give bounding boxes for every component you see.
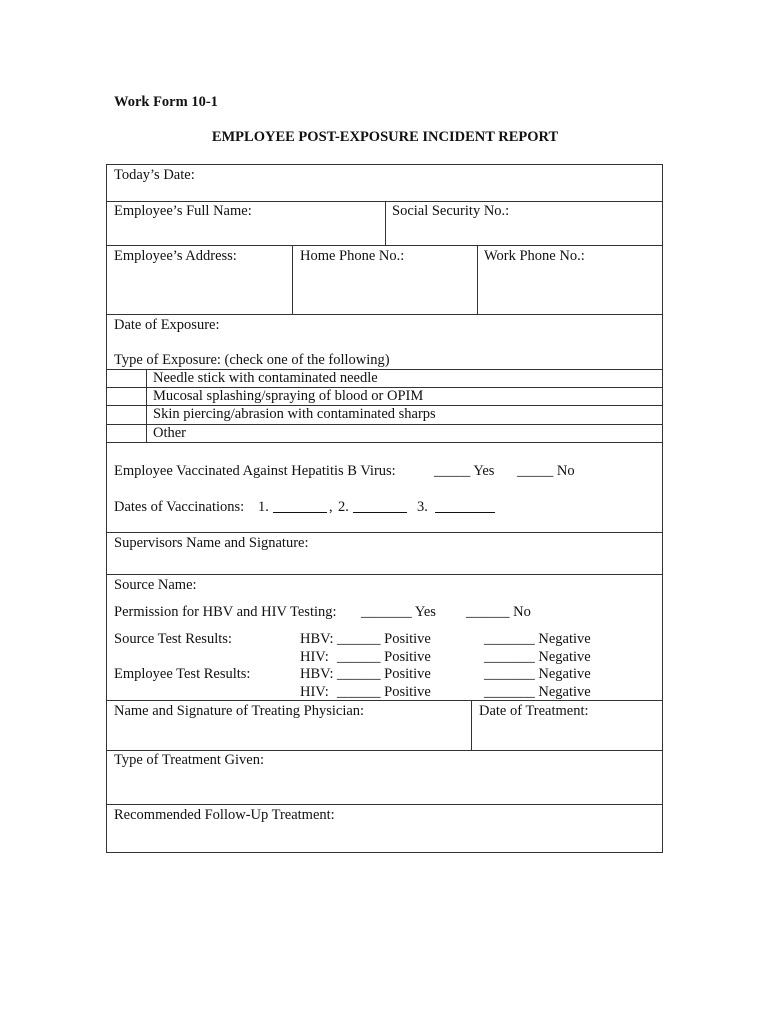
vaccination-date-1-label: 1. (258, 499, 269, 515)
exposure-option: Needle stick with contaminated needle (153, 370, 378, 386)
positive-option[interactable]: ______ Positive (337, 666, 431, 682)
vaccination-date-3-field[interactable] (435, 500, 495, 513)
virus-label: HIV: (300, 684, 329, 700)
exposure-option: Other (153, 425, 187, 441)
permission-label: Permission for HBV and HIV Testing: (114, 604, 337, 620)
treatment-given-label: Type of Treatment Given: (114, 752, 265, 768)
vaccination-date-2-label: 2. (338, 499, 349, 515)
permission-yes[interactable]: _______ Yes (361, 604, 436, 620)
positive-option[interactable]: ______ Positive (337, 649, 431, 665)
checkbox-other[interactable] (107, 425, 146, 442)
negative-option[interactable]: _______ Negative (484, 684, 591, 700)
checkbox-needle-stick[interactable] (107, 370, 146, 387)
comma: , (329, 499, 333, 515)
checkbox-skin-piercing[interactable] (107, 406, 146, 424)
date-of-exposure-label: Date of Exposure: (114, 317, 220, 333)
virus-label: HIV: (300, 649, 329, 665)
social-security-label: Social Security No.: (392, 203, 510, 219)
vaccination-date-1-field[interactable] (273, 500, 327, 513)
positive-option[interactable]: ______ Positive (337, 684, 431, 700)
form-id: Work Form 10-1 (114, 94, 218, 110)
exposure-option: Skin piercing/abrasion with contaminated sharps (153, 406, 436, 422)
negative-option[interactable]: _______ Negative (484, 631, 591, 647)
vaccinated-no[interactable]: _____ No (517, 463, 575, 479)
todays-date-label: Today’s Date: (114, 167, 195, 183)
physician-label: Name and Signature of Treating Physician: (114, 703, 365, 719)
checkbox-mucosal[interactable] (107, 388, 146, 405)
supervisor-label: Supervisors Name and Signature: (114, 535, 309, 551)
negative-option[interactable]: _______ Negative (484, 666, 591, 682)
vaccination-dates-label: Dates of Vaccinations: (114, 499, 245, 515)
page-title: EMPLOYEE POST-EXPOSURE INCIDENT REPORT (211, 129, 559, 145)
vaccination-date-2-field[interactable] (353, 500, 407, 513)
employee-address-label: Employee’s Address: (114, 248, 237, 264)
work-phone-label: Work Phone No.: (484, 248, 585, 264)
type-of-exposure-label: Type of Exposure: (check one of the following) (114, 352, 390, 368)
employee-results-label: Employee Test Results: (114, 666, 251, 682)
positive-option[interactable]: ______ Positive (337, 631, 431, 647)
source-name-label: Source Name: (114, 577, 197, 593)
home-phone-label: Home Phone No.: (300, 248, 405, 264)
virus-label: HBV: (300, 666, 334, 682)
virus-label: HBV: (300, 631, 334, 647)
follow-up-label: Recommended Follow-Up Treatment: (114, 807, 335, 823)
vaccination-date-3-label: 3. (417, 499, 428, 515)
vaccinated-yes[interactable]: _____ Yes (434, 463, 495, 479)
permission-no[interactable]: ______ No (466, 604, 531, 620)
date-of-treatment-label: Date of Treatment: (479, 703, 589, 719)
employee-full-name-label: Employee’s Full Name: (114, 203, 252, 219)
source-results-label: Source Test Results: (114, 631, 232, 647)
vaccinated-question: Employee Vaccinated Against Hepatitis B Virus: (114, 463, 396, 479)
negative-option[interactable]: _______ Negative (484, 649, 591, 665)
exposure-option: Mucosal splashing/spraying of blood or OPIM (153, 388, 424, 404)
